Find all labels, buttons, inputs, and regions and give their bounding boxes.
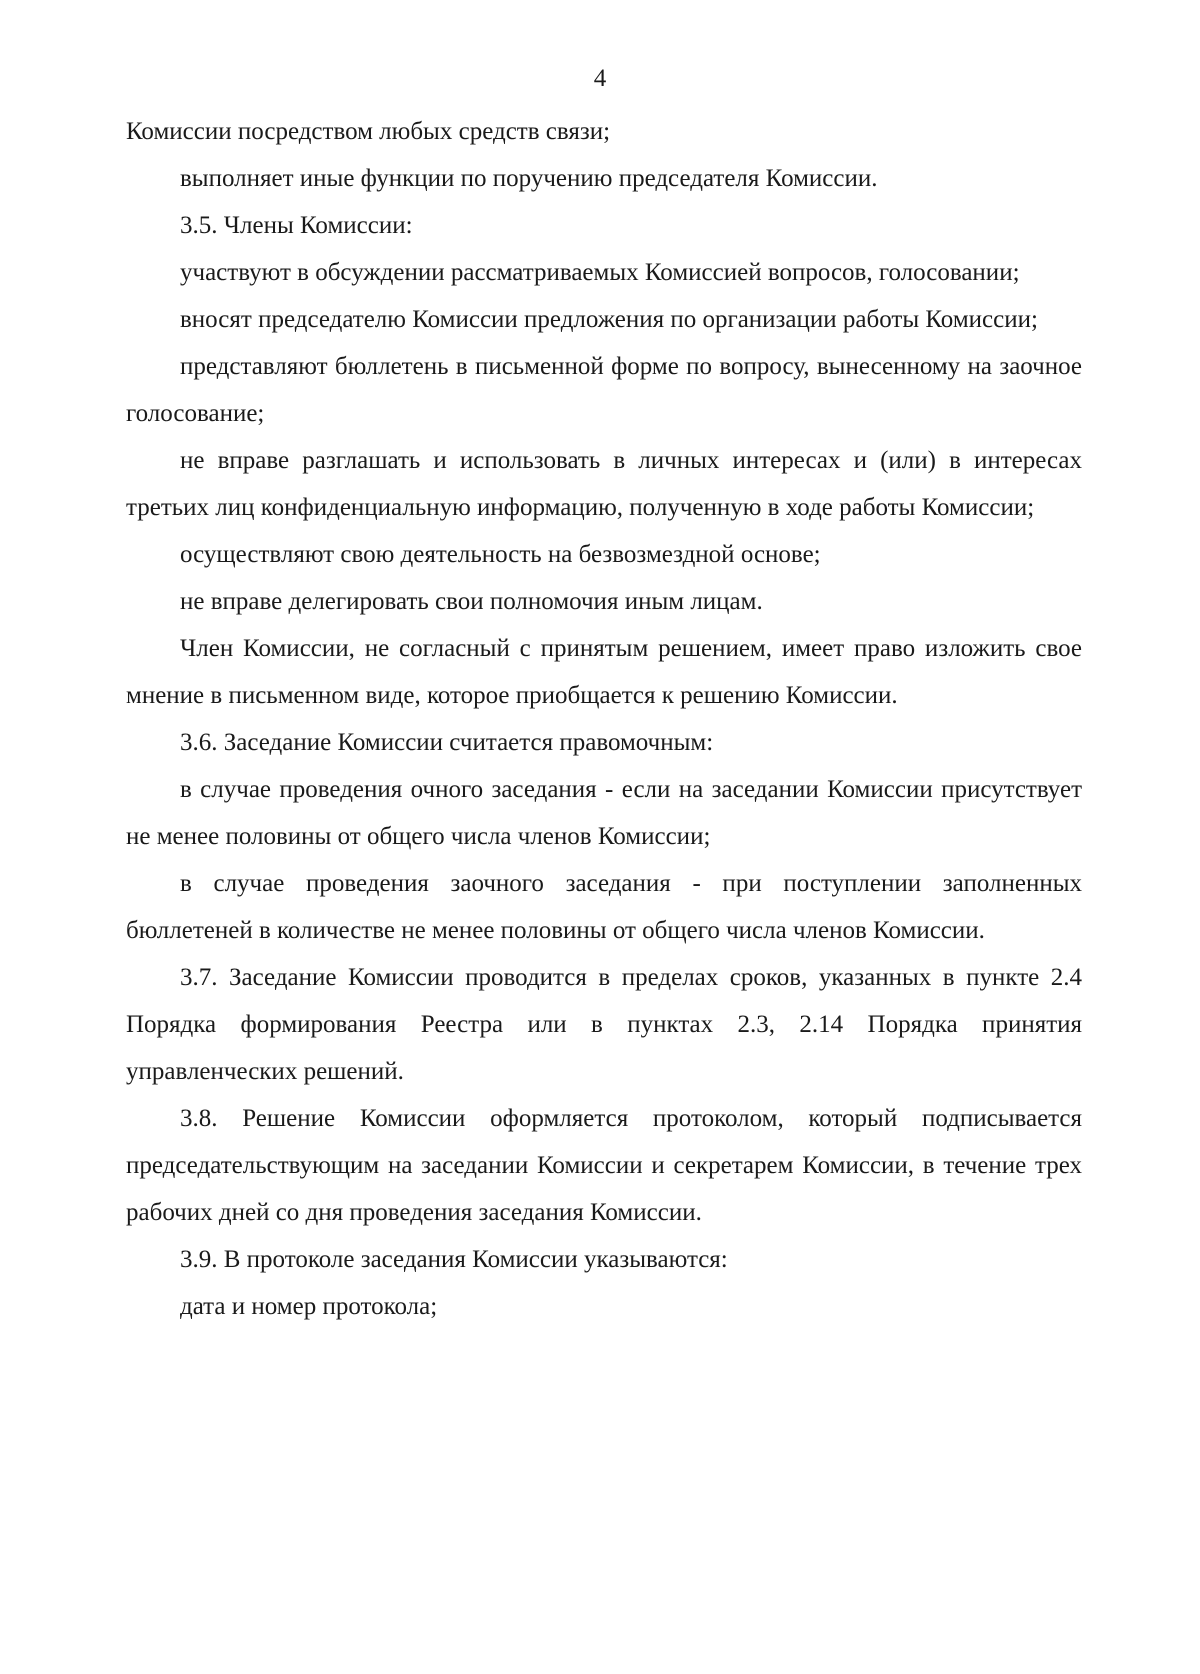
- paragraph-quorum-absentee: в случае проведения заочного заседания - при поступлении заполненных бюллетеней в количестве не менее половины от общего числа членов Комиссии.: [126, 870, 1082, 944]
- paragraph-secretary-other-functions: выполняет иные функции по поручению председателя Комиссии.: [180, 165, 878, 192]
- paragraph-members-confidentiality: не вправе разглашать и использовать в личных интересах и (или) в интересах третьих лиц конфиденциальную информацию, полученную в ходе работы Комиссии;: [126, 447, 1082, 521]
- paragraph-members-participate: участвуют в обсуждении рассматриваемых Комиссией вопросов, голосовании;: [180, 259, 1020, 286]
- paragraph-members-proposals: вносят председателю Комиссии предложения по организации работы Комиссии;: [180, 306, 1038, 333]
- paragraph-continuation: Комиссии посредством любых средств связи;: [126, 118, 611, 145]
- paragraph-3-5-heading: 3.5. Члены Комиссии:: [180, 212, 413, 239]
- paragraph-dissenting-opinion: Член Комиссии, не согласный с принятым решением, имеет право изложить свое мнение в письменном виде, которое приобщается к решению Комиссии.: [126, 635, 1082, 709]
- paragraph-3-6-heading: 3.6. Заседание Комиссии считается правомочным:: [180, 729, 714, 756]
- document-body: [126, 108, 1082, 1330]
- paragraph-quorum-in-person: в случае проведения очного заседания - если на заседании Комиссии присутствует не менее половины от общего числа членов Комиссии;: [126, 776, 1082, 850]
- paragraph-members-unpaid: осуществляют свою деятельность на безвозмездной основе;: [180, 541, 821, 568]
- paragraph-protocol-date-number: дата и номер протокола;: [180, 1293, 438, 1320]
- paragraph-members-no-delegation: не вправе делегировать свои полномочия иным лицам.: [180, 588, 763, 615]
- paragraph-members-ballot: представляют бюллетень в письменной форме по вопросу, вынесенному на заочное голосование;: [126, 353, 1082, 427]
- paragraph-3-8: 3.8. Решение Комиссии оформляется протоколом, который подписывается председательствующим на заседании Комиссии и секретарем Комиссии, в течение трех рабочих дней со дня проведения заседания Комиссии.: [126, 1105, 1082, 1226]
- page-number: 4: [593, 65, 607, 92]
- paragraph-3-9-heading: 3.9. В протоколе заседания Комиссии указываются:: [180, 1246, 728, 1273]
- paragraph-3-7: 3.7. Заседание Комиссии проводится в пределах сроков, указанных в пункте 2.4 Порядка формирования Реестра или в пунктах 2.3, 2.14 Порядка принятия управленческих решений.: [126, 964, 1082, 1085]
